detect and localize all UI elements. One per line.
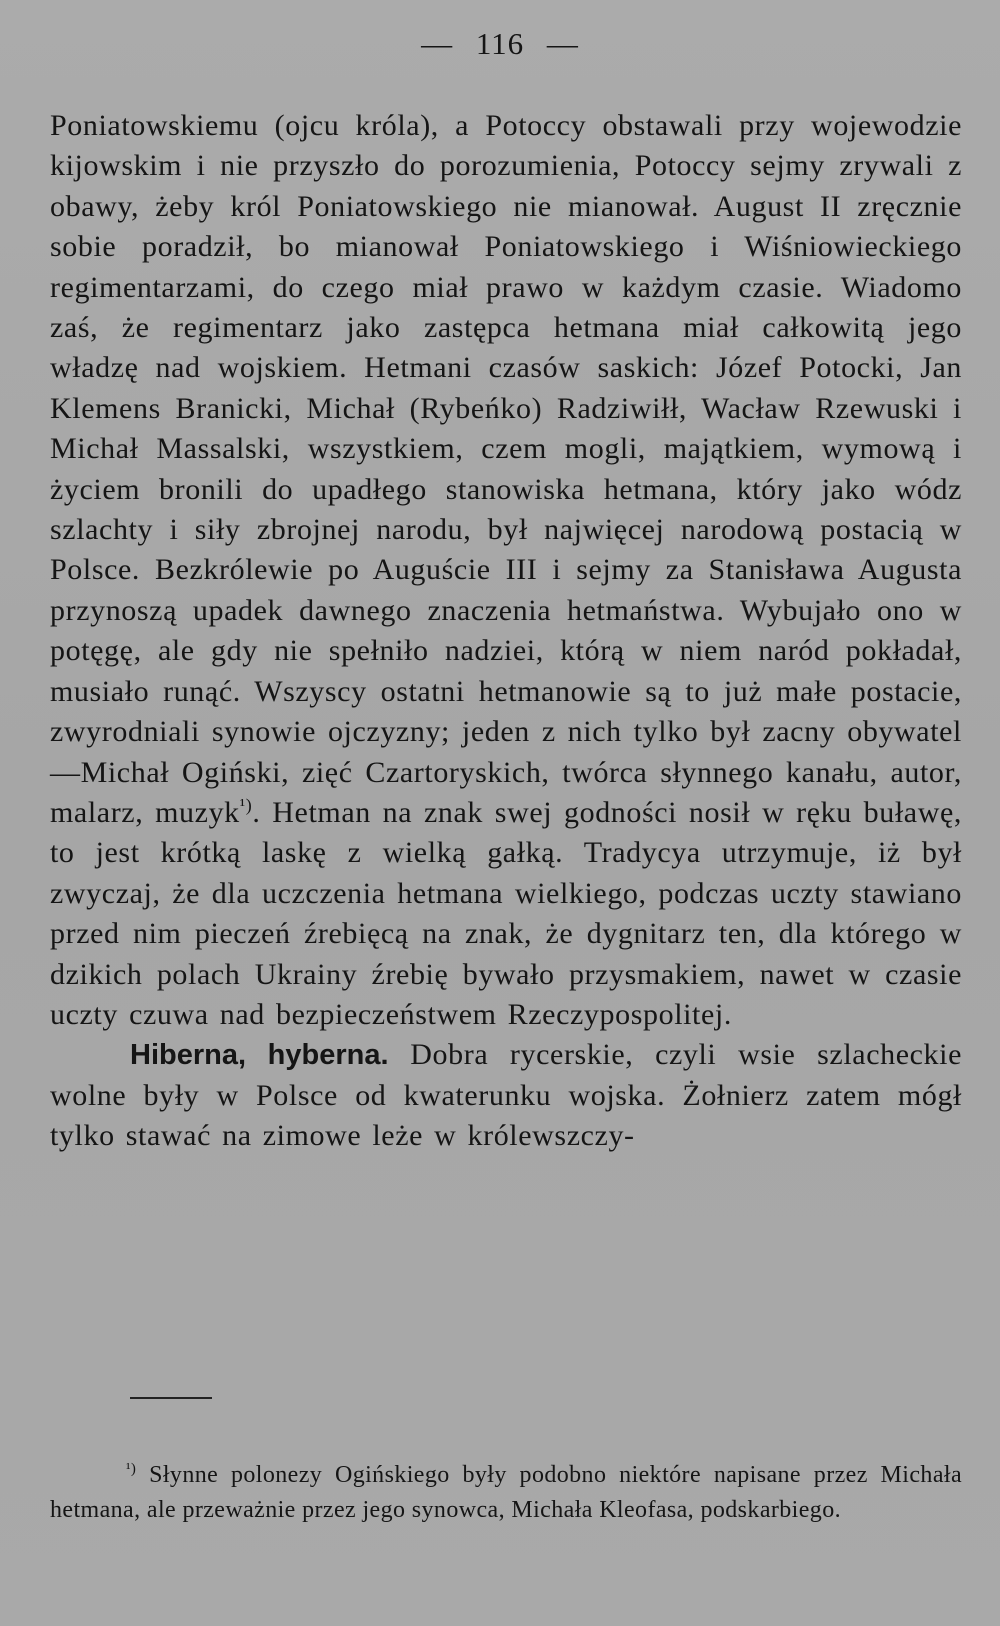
page-header <box>0 26 1000 62</box>
footnote-reference: ¹) <box>239 794 253 815</box>
entry-definition: Dobra rycerskie, czyli wsie szlacheckie wolne były w Polsce od kwaterunku wojska. Żołnierz zatem mógł tylko stawać na zimowe leże w królewszczy- <box>50 1038 962 1153</box>
footnote-separator <box>130 1397 212 1399</box>
main-text <box>50 106 962 1157</box>
footnote-text: Słynne polonezy Ogińskiego były podobno niektóre napisane przez Michała hetmana, ale przeważnie przez jego synowca, Michała Kleofasa, podskarbiego. <box>50 1462 962 1523</box>
header-dash-left: — <box>421 26 454 61</box>
page-number: 116 <box>475 26 525 61</box>
entry-hiberna <box>50 1035 962 1156</box>
paragraph-hetmans-continuation: . Hetman na znak swej godności nosił w ręku buławę, to jest krótką laskę z wielką gałką. Tradycya utrzymuje, iż był zwyczaj, że dla uczczenia hetmana wielkiego, podczas uczty stawiano przed nim pieczeń źrebięcą na znak, że dygnitarz ten, dla którego w dzikich polach Ukrainy źrebię bywało przysmakiem, nawet w czasie uczty czuwa nad bezpieczeństwem Rzeczypospolitej. <box>50 795 962 1031</box>
footnote <box>50 1458 962 1528</box>
paragraph-hetmans <box>50 106 962 1035</box>
header-dash-right: — <box>546 26 579 61</box>
footnote-marker: ¹) <box>126 1461 137 1477</box>
paragraph-hetmans-text: Poniatowskiemu (ojcu króla), a Potoccy obstawali przy wojewodzie kijowskim i nie przyszło do porozumienia, Potoccy sejmy zrywali z obawy, żeby król Poniatowskiego nie mianował. August II zręcznie sobie poradził, bo mianował Poniatowskiego i Wiśniowieckiego regimentarzami, do czego miał prawo w każdym czasie. Wiadomo zaś, że regimentarz jako zastępca hetmana miał całkowitą jego władzę nad wojskiem. Hetmani czasów saskich: Józef Potocki, Jan Klemens Branicki, Michał (Rybeńko) Radziwiłł, Wacław Rzewuski i Michał Massalski, wszystkiem, czem mogli, majątkiem, wymową i życiem bronili do upadłego stanowiska hetmana, który jako wódz szlachty i siły zbrojnej narodu, był najwięcej narodową postacią w Polsce. Bezkrólewie po Auguście III i sejmy za Stanisława Augusta przynoszą upadek dawnego znaczenia hetmaństwa. Wybujało ono w potęgę, ale gdy nie spełniło nadziei, którą w niem naród pokładał, musiało runąć. Wszyscy ostatni hetmanowie są to już małe postacie, zwyrodniali synowie ojczyzny; jeden z nich tylko był zacny obywatel—Michał Ogiński, zięć Czartoryskich, twórca słynnego kanału, autor, malarz, muzyk <box>50 109 962 829</box>
entry-term: Hiberna, hyberna. <box>130 1039 389 1072</box>
